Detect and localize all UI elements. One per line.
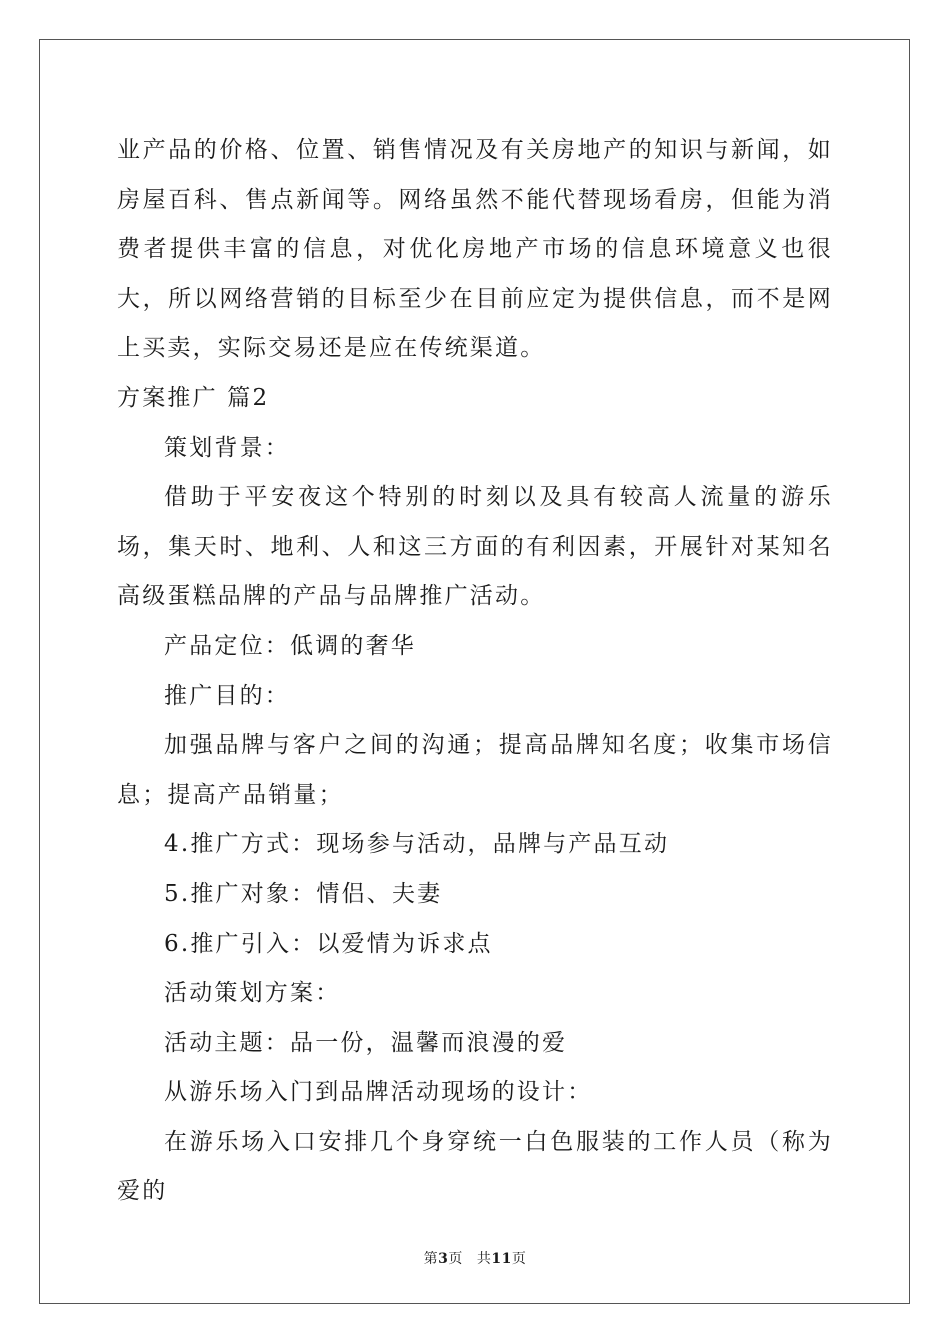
- paragraph-9: 5.推广对象：情侣、夫妻: [164, 880, 443, 907]
- paragraph-13: 从游乐场入门到品牌活动现场的设计：: [164, 1079, 593, 1106]
- paragraph-8: 4.推广方式：现场参与活动，品牌与产品互动: [164, 831, 670, 858]
- paragraph-14: 在游乐场入口安排几个身穿统一白色服装的工作人员（称为爱的: [117, 1128, 833, 1205]
- paragraph-7: 加强品牌与客户之间的沟通；提高品牌知名度；收集市场信息；提高产品销量；: [117, 732, 833, 808]
- paragraph-6: 推广目的：: [164, 682, 290, 709]
- paragraph-4: 借助于平安夜这个特别的时刻以及具有较高人流量的游乐场，集天时、地利、人和这三方面的有利因素，开展针对某知名高级蛋糕品牌的产品与品牌推广活动。: [117, 484, 833, 610]
- page-total: 11: [491, 1251, 512, 1267]
- document-body: [117, 126, 833, 1217]
- total-suffix: 页: [511, 1251, 527, 1267]
- page-suffix: 页: [448, 1251, 463, 1267]
- page-footer: [0, 1248, 950, 1268]
- page-prefix: 第: [423, 1251, 439, 1267]
- paragraph-3: 策划背景：: [164, 434, 290, 461]
- paragraph-5: 产品定位：低调的奢华: [164, 632, 416, 659]
- paragraph-11: 活动策划方案：: [164, 980, 341, 1007]
- paragraph-10: 6.推广引入：以爱情为诉求点: [164, 930, 493, 957]
- page-current: 3: [438, 1251, 449, 1267]
- paragraph-12: 活动主题：品一份，温馨而浪漫的爱: [164, 1029, 568, 1056]
- section-heading: 方案推广 篇2: [117, 384, 270, 411]
- paragraph-1: 业产品的价格、位置、销售情况及有关房地产的知识与新闻，如房屋百科、售点新闻等。网络虽然不能代替现场看房，但能为消费者提供丰富的信息，对优化房地产市场的信息环境意义也很大，所以网络营销的目标至少在目前应定为提供信息，而不是网上买卖，实际交易还是应在传统渠道。: [117, 137, 833, 362]
- total-prefix: 共: [476, 1251, 492, 1267]
